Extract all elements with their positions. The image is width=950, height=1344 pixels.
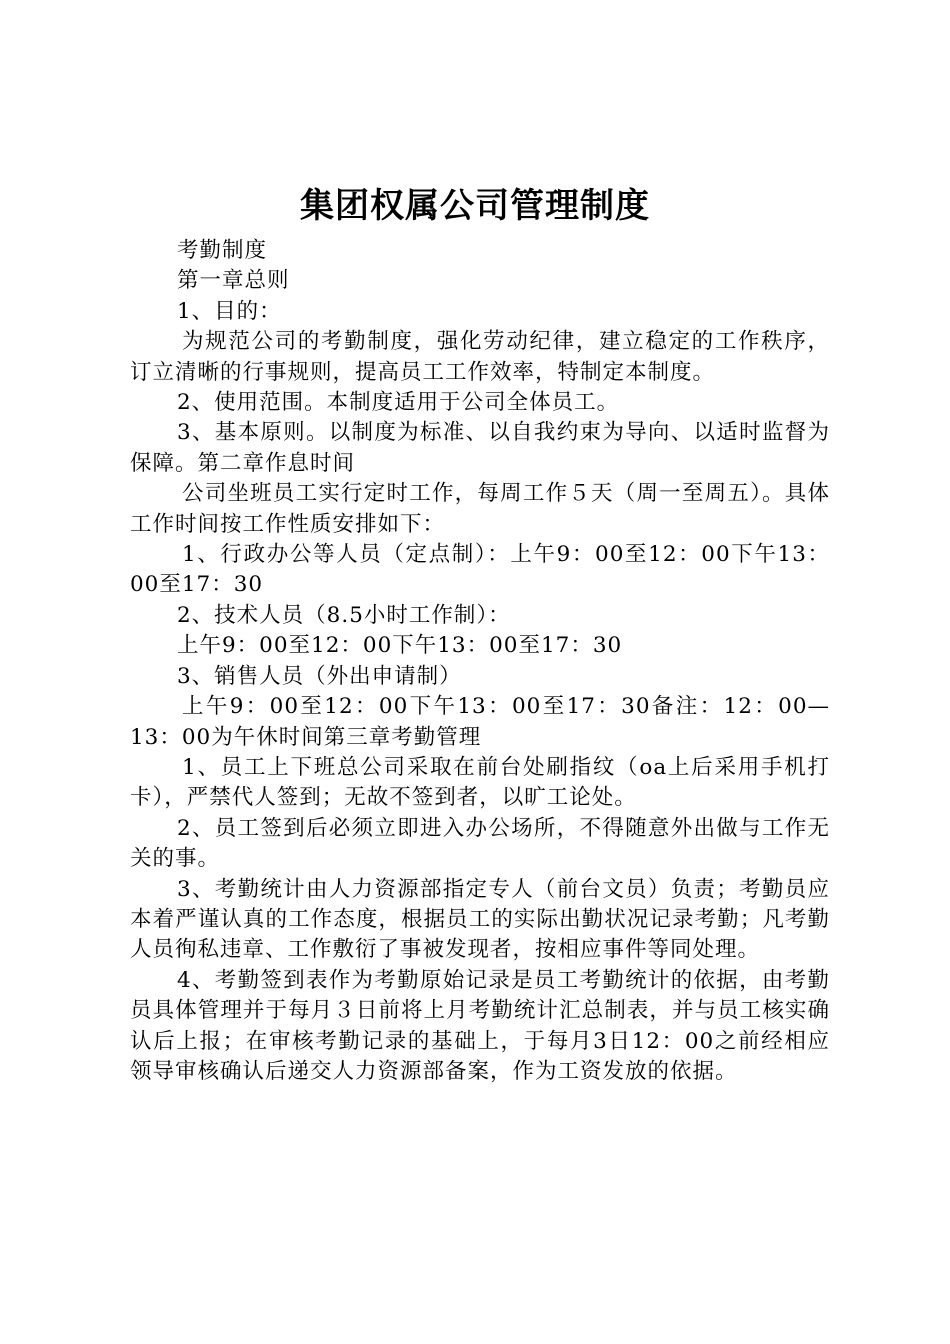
paragraph-principles: 3、基本原则。以制度为标准、以自我约束为导向、以适时监督为保障。第二章作息时间: [130, 420, 830, 476]
paragraph-sign-in-sheet: 4、考勤签到表作为考勤原始记录是员工考勤统计的依据，由考勤员具体管理并于每月３日前将上月考勤统计汇总制表，并与员工核实确认后上报；在审核考勤记录的基础上，于每月3日12：00之前经相应领导审核确认后递交人力资源部备案，作为工资发放的依据。: [130, 967, 830, 1084]
document-title: 集团权属公司管理制度: [300, 186, 650, 226]
paragraph-tech-hours: 上午9：00至12：00下午13：00至17：30: [177, 633, 623, 659]
paragraph-attendance-stats: 3、考勤统计由人力资源部指定专人（前台文员）负责；考勤员应本着严谨认真的工作态度，根据员工的实际出勤状况记录考勤；凡考勤人员徇私违章、工作敷衍了事被发现者，按相应事件等同处理。: [130, 876, 830, 963]
paragraph-sales-hours: 上午9：00至12：00下午13：00至17：30备注：12：00—13：00为午休时间第三章考勤管理: [130, 694, 830, 750]
paragraph-sales-staff: 3、销售人员（外出申请制）: [177, 663, 462, 689]
paragraph-purpose: 为规范公司的考勤制度，强化劳动纪律，建立稳定的工作秩序，订立清晰的行事规则，提高员工工作效率，特制定本制度。: [130, 329, 830, 385]
document-body: [130, 236, 830, 1087]
paragraph-tech-staff: 2、技术人员（8.5小时工作制）：: [177, 602, 511, 628]
paragraph-purpose-heading: 1、目的：: [177, 298, 282, 324]
paragraph-admin-staff: 1、行政办公等人员（定点制）：上午9：00至12：00下午13：00至17：30: [130, 542, 830, 598]
paragraph-work-schedule: 公司坐班员工实行定时工作，每周工作５天（周一至周五）。具体工作时间按工作性质安排如下：: [130, 481, 830, 537]
paragraph-chapter-one: 第一章总则: [177, 268, 290, 294]
paragraph-attendance-system: 考勤制度: [177, 238, 268, 263]
paragraph-clock-in-rule: 1、员工上下班总公司采取在前台处刷指纹（oa上后采用手机打卡），严禁代人签到；无故不签到者，以旷工论处。: [130, 754, 830, 811]
paragraph-after-sign-in: 2、员工签到后必须立即进入办公场所，不得随意外出做与工作无关的事。: [130, 815, 830, 872]
paragraph-scope: 2、使用范围。本制度适用于公司全体员工。: [177, 390, 620, 416]
